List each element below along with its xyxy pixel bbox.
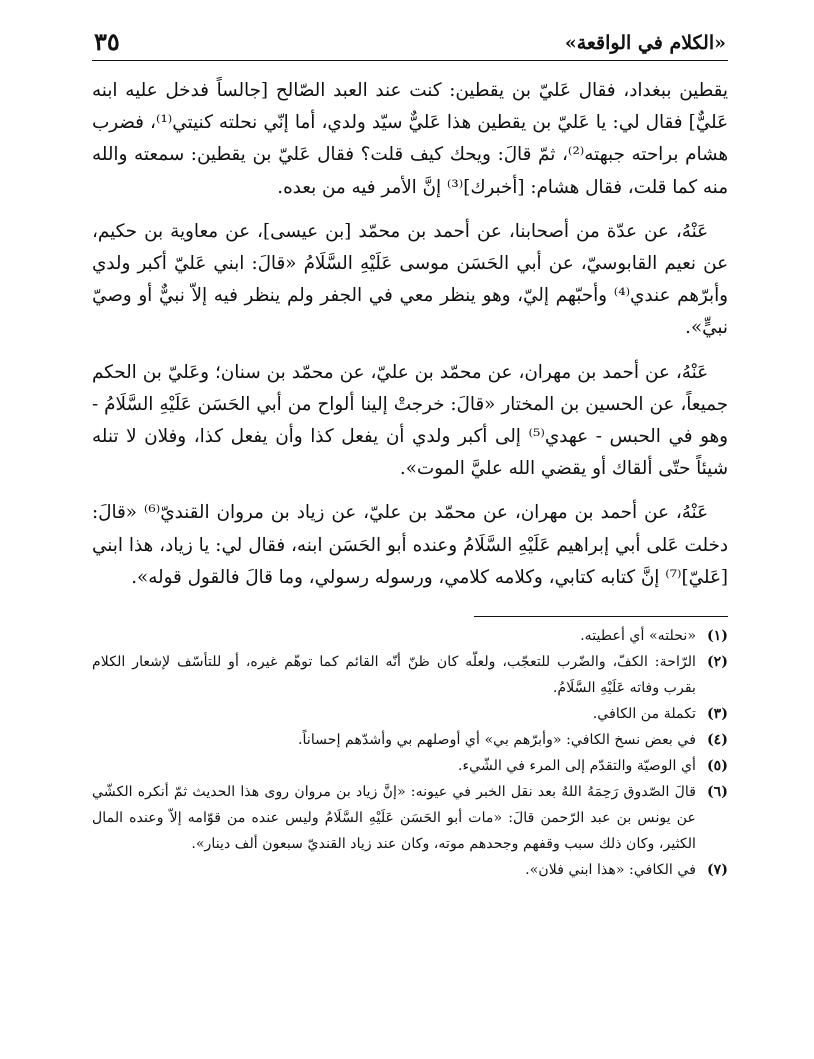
paragraph: عَنْهُ، عن عدّة من أصحابنا، عن أحمد بن محمّد [بن عيسى]، عن معاوية بن حكيم، عن نعيم القابوسيّ، عن أبي الحَسَن موسى عَلَيْهِ السَّلَامُ «قالَ: ابني عَليّ أكبر ولدي وأبرّهم عندي⁽⁴⁾ وأحبّهم إليّ، وهو ينظر معي في الجفر ولم ينظر فيه إلاّ نبيٌّ أو وصيّ نبيٍّ».	[92, 220, 729, 339]
footnote-text: قالَ الصّدوق رَحِمَهُ اللهُ بعد نقل الخبر في عيونه: «إنَّ زياد بن مروان روى هذا الحديث ثمّ أنكره الكشّي عن يونس بن عبد الرّحمن قالَ: «مات أبو الحَسَن عَلَيْهِ السَّلَامُ وليس عنده من قوّامه إلاّ وعنده المال الكثير، وكان ذلك سبب وقفهم وجحدهم موته، وكان عند زياد القنديّ سبعون ألف دينار».	[92, 784, 696, 853]
footnote-text: الرّاحة: الكفّ، والضّرب للتعجّب، ولعلّه كان ظنّ أنّه القائم كما توهّم غيره، أو للتأسّف لإشعار الكلام بقرب وفاته عَلَيْهِ السَّلَامُ.	[92, 654, 696, 697]
footnote	[92, 779, 728, 857]
paragraph: عَنْهُ، عن أحمد بن مهران، عن محمّد بن عليّ، عن محمّد بن سنان؛ وعَليّ بن الحكم جميعاً، عن الحسين بن المختار «قالَ: خرجتْ إلينا ألواح من أبي الحَسَن عَلَيْهِ السَّلَامُ - وهو في الحبس - عهدي⁽⁵⁾ إلى أكبر ولدي أن يفعل كذا وأن يفعل كذا، وفلان لا تنله شيئاً حتّى ألقاك أو يقضي الله عليَّ الموت».	[92, 361, 728, 480]
footnote-number: (٥)	[706, 758, 728, 775]
footnote-text: تكملة من الكافي.	[592, 706, 696, 723]
footnote-number: (٣)	[706, 706, 728, 723]
footnote	[92, 857, 728, 883]
paragraph: عَنْهُ، عن أحمد بن مهران، عن محمّد بن عليّ، عن زياد بن مروان القنديّ⁽⁶⁾ «قالَ: دخلت عَلى أبي إبراهيم عَلَيْهِ السَّلَامُ وعنده أبو الحَسَن ابنه، فقال لي: يا زياد، هذا ابني [عَليّ]⁽⁷⁾ إنَّ كتابه كتابي، وكلامه كلامي، ورسوله رسولي، وما قالَ فالقول قوله».	[92, 502, 728, 588]
footnote-number: (٧)	[706, 862, 728, 879]
footnotes	[92, 623, 728, 883]
footnote-number: (٤)	[706, 732, 728, 749]
footnote-text: في الكافي: «هذا ابني فلان».	[525, 862, 696, 879]
footnote	[92, 701, 728, 727]
footnote-divider	[474, 616, 728, 617]
book-page	[92, 27, 729, 883]
page-number: ٣٥	[94, 27, 120, 56]
running-title: «الكلام في الواقعة»	[564, 32, 726, 54]
footnote	[92, 623, 728, 649]
footnote-text: في بعض نسخ الكافي: «وأبرّهم بي» أي أوصلهم بي وأشدّهم إحساناً.	[298, 732, 696, 749]
footnote-text: «نحلته» أي أعطيته.	[580, 628, 696, 645]
footnote	[92, 727, 728, 753]
footnote-text: أي الوصيّة والتقدّم إلى المرء في الشّيء.	[457, 758, 696, 775]
paragraph: يقطين ببغداد، فقال عَليّ بن يقطين: كنت عند العبد الصّالح [جالساً فدخل عليه ابنه عَليٌّ] فقال لي: يا عَليّ بن يقطين هذا عَليٌّ سيّد ولدي، أما إنّي نحلته كنيتي⁽¹⁾، فضرب هشام براحته جبهته⁽²⁾، ثمّ قالَ: ويحك كيف قلت؟ فقال عَليّ بن يقطين: سمعته والله منه كما قلت، فقال هشام: [أخبرك]⁽³⁾ إنَّ الأمر فيه من بعده.	[92, 80, 728, 198]
footnote-number: (٢)	[706, 654, 728, 671]
footnote	[92, 753, 728, 779]
footnote	[92, 649, 728, 701]
footnote-number: (٦)	[706, 784, 728, 801]
main-text	[92, 75, 728, 594]
page-header	[92, 27, 728, 61]
footnote-number: (١)	[706, 628, 728, 645]
